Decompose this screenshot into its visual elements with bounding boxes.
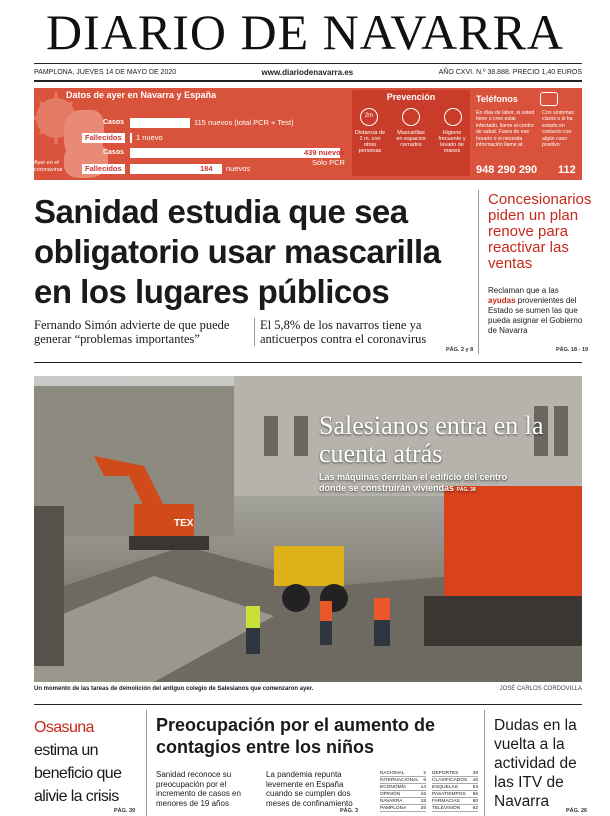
index-row[interactable]: OPINIÓN 16 (380, 792, 426, 797)
phones-title: Teléfonos (476, 94, 518, 104)
index-row[interactable]: ECONOMÍA 14 (380, 785, 426, 790)
itv-headline[interactable]: Dudas en la vuelta a la actividad de las ITV de Navarra (494, 717, 577, 810)
spain-cases-value: 439 nuevos (304, 148, 345, 157)
prevention-item-2: Mascarillas en espacios cerrados (396, 130, 426, 148)
spain-cases-label: Casos (102, 149, 124, 156)
index-row[interactable]: FARMACIAS 60 (432, 799, 478, 804)
phone-number-1[interactable]: 948 290 290 (476, 164, 538, 176)
side-body-bold: ayudas (488, 296, 516, 305)
spain-deaths-label: Fallecidos (82, 164, 125, 174)
phone-icon (540, 92, 558, 106)
index-row[interactable]: DEPORTES 38 (432, 771, 478, 776)
osasuna-red: Osasuna (34, 719, 94, 736)
photo-subtitle (319, 472, 509, 496)
masthead[interactable]: DIARIO DE NAVARRA (46, 4, 564, 60)
photo-credit: JOSÉ CARLOS CORDOVILLA (499, 686, 582, 692)
index-row[interactable]: PASATIEMPOS 56 (432, 792, 478, 797)
bottom-separator-1 (146, 710, 147, 816)
osasuna-headline[interactable] (34, 716, 134, 808)
osasuna-page-ref: PÁG. 39 (114, 808, 136, 814)
dateline-left: PAMPLONA, JUEVES 14 DE MAYO DE 2020 (34, 68, 177, 76)
side-headline[interactable]: Concesionarios piden un plan renove para reactivar las ventas (488, 191, 592, 272)
index-col-right (432, 770, 478, 812)
photo-caption (34, 686, 582, 692)
prevention-item-1: Distancia de 2 m. con otras personas (354, 130, 386, 154)
date-line (34, 64, 582, 80)
navarra-deaths-bar (130, 133, 132, 143)
meta-rule (34, 80, 582, 82)
distance-icon: 2m (360, 108, 378, 126)
photo-page-ref: PÁG. 38 (456, 487, 476, 493)
phones-text-2: Con síntomas claros o si ha estado en contacto con algún caso positivo: (542, 110, 575, 149)
spain-cases-note: Sólo PCR (312, 158, 345, 167)
mask-icon (402, 108, 420, 126)
itv-page-ref: PÁG. 26 (566, 808, 588, 814)
covid-info-band (34, 88, 582, 180)
index-row[interactable]: INTERNACIONAL 6 (380, 778, 426, 783)
hands-icon (444, 108, 462, 126)
index-row[interactable]: CLASIFICADOS 46 (432, 778, 478, 783)
prevention-item-3: Higiene frecuente y lavado de manos (438, 130, 466, 154)
photo-headline[interactable]: Salesianos entra en la cuenta atrás (319, 411, 544, 468)
index-table (380, 770, 478, 812)
covid-left-note: Ayer en el coronavirus (34, 160, 63, 173)
index-row[interactable]: NAVARRA 18 (380, 799, 426, 804)
issue-info: AÑO CXVI. N.º 38.888. PRECIO 1,40 EUROS (438, 68, 582, 76)
index-row[interactable]: ESQUELAS 53 (432, 785, 478, 790)
photo-subtitle-text: Las máquinas derriban el edificio del centro donde se construirán viviendas (319, 472, 508, 493)
lead-deck-2: El 5,8% de los navarros tiene ya anticuerpos contra el coronavirus (260, 318, 427, 346)
contagios-headline[interactable]: Preocupación por el aumento de contagios entre los niños (156, 715, 436, 757)
osasuna-rest: estima un beneficio que alivie la crisis (34, 742, 122, 805)
side-body-pre: Reclaman que a las (488, 286, 559, 295)
index-row[interactable]: TELEVISIÓN 62 (432, 806, 478, 811)
spain-deaths-value: 184 (200, 164, 213, 173)
navarra-cases-value: 115 nuevos (total PCR + Test) (194, 118, 294, 127)
covid-title: Datos de ayer en Navarra y España (66, 90, 217, 100)
side-body (488, 286, 584, 336)
phones-text-1: En días de labor, si usted tiene o cree estar infectado, llame al centro de salud. Fuera de ese horario o si necesita información llame al: (476, 110, 535, 149)
spain-deaths-suffix: nuevos (226, 164, 251, 173)
prevention-box (352, 90, 470, 176)
caption-text: Un momento de las tareas de demolición del antiguo colegio de Salesianos que comenzaron ayer. (34, 686, 314, 692)
website-link[interactable]: www.diariodenavarra.es (261, 67, 354, 77)
deck-separator (254, 318, 255, 346)
contagios-col-2: La pandemia repunta levemente en España cuando se cumplen dos meses de confinamiento (266, 770, 353, 808)
index-row[interactable]: PAMPLONA 26 (380, 806, 426, 811)
column-separator (478, 190, 479, 354)
bottom-rule (34, 704, 582, 705)
side-body-post: provenientes del Estado se sumen las que pueda asignar el Gobierno de Navarra (488, 296, 583, 335)
bottom-separator-2 (484, 710, 485, 816)
navarra-deaths-label: Fallecidos (82, 133, 125, 143)
phones-box (470, 88, 582, 180)
contagios-page-ref: PÁG. 3 (340, 808, 359, 814)
lead-headline[interactable]: Sanidad estudia que sea obligatorio usar mascarilla en los lugares públicos (34, 193, 441, 310)
navarra-deaths-value: 1 nuevo (136, 133, 163, 142)
photo-top-rule (34, 362, 582, 363)
index-col-left (380, 770, 426, 812)
side-page-ref: PÁG. 18 - 19 (556, 347, 589, 353)
phone-number-2[interactable]: 112 (558, 164, 576, 176)
index-row[interactable]: NACIONAL 2 (380, 771, 426, 776)
salesianos-photo[interactable] (34, 376, 582, 682)
lead-page-ref: PÁG. 2 y 8 (446, 347, 474, 353)
navarra-cases-label: Casos (102, 119, 124, 126)
machine-label: TEX (174, 518, 194, 529)
prevention-title: Prevención (386, 92, 436, 102)
contagios-col-1: Sanidad reconoce su preocupación por el incremento de casos en menores de 19 años (156, 770, 241, 808)
navarra-cases-bar (130, 118, 190, 128)
lead-deck-1: Fernando Simón advierte de que puede generar “problemas importantes” (34, 318, 230, 346)
